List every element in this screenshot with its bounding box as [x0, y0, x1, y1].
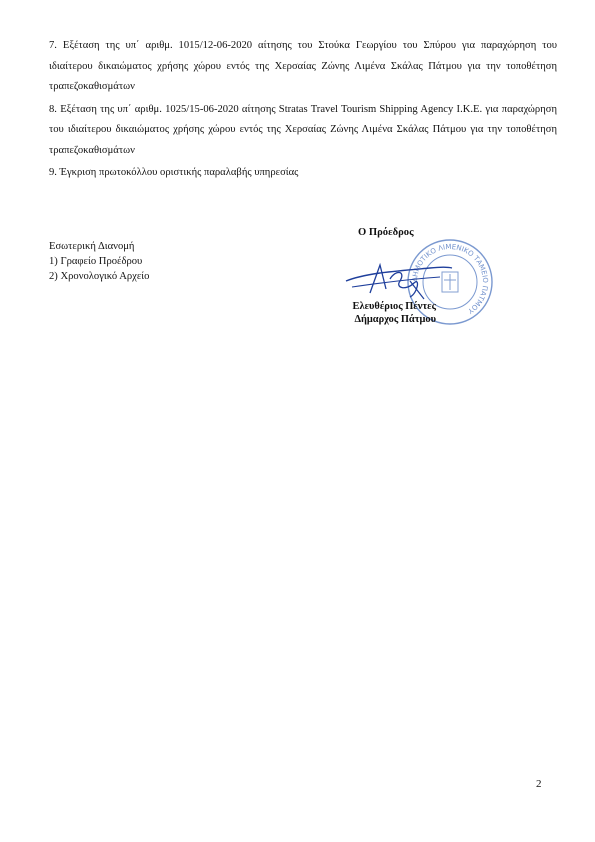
internal-distribution	[49, 239, 149, 284]
signer-title: Δήμαρχος Πάτμου	[354, 314, 436, 325]
stamp-text: ΔΗΜΟΤΙΚΟ ΛΙΜΕΝΙΚΟ ΤΑΜΕΙΟ ΠΑΤΜΟΥ	[410, 242, 490, 315]
distribution-title: Εσωτερική Διανομή	[49, 241, 135, 252]
agenda-item-8: 8. Εξέταση της υπ΄ αριθμ. 1025/15-06-2020 αίτησης Stratas Travel Tourism Shipping Agency I.K.E. για παραχώρηση του ιδιαίτερου δικαιώματος χρήσης χώρου εντός της Χερσαίας Ζώνης Λιμένα Σκάλας Πάτμου για την τοποθέτηση τραπεζοκαθισμάτων	[49, 103, 557, 156]
distribution-item-president-office: 1) Γραφείο Προέδρου	[49, 256, 143, 267]
distribution-item-chronological-archive: 2) Χρονολογικό Αρχείο	[49, 271, 150, 282]
page-number: 2	[536, 778, 542, 790]
agenda-list	[49, 36, 557, 184]
signer-block	[340, 300, 436, 326]
agenda-item-7: 7. Εξέταση της υπ΄ αριθμ. 1015/12-06-2020 αίτησης του Στούκα Γεωργίου του Σπύρου για παραχώρηση του ιδιαίτερου δικαιώματος χρήσης χώρου εντός της Χερσαίας Ζώνης Λιμένα Σκάλας Πάτμου για την τοποθέτηση τραπεζοκαθισμάτων	[49, 40, 557, 92]
signer-name: Ελευθέριος Πέντες	[352, 301, 436, 312]
president-label: Ο Πρόεδρος	[358, 227, 414, 238]
agenda-item-9: 9. Έγκριση πρωτοκόλλου οριστικής παραλαβής υπηρεσίας	[49, 167, 299, 178]
handwritten-signature	[340, 253, 460, 303]
